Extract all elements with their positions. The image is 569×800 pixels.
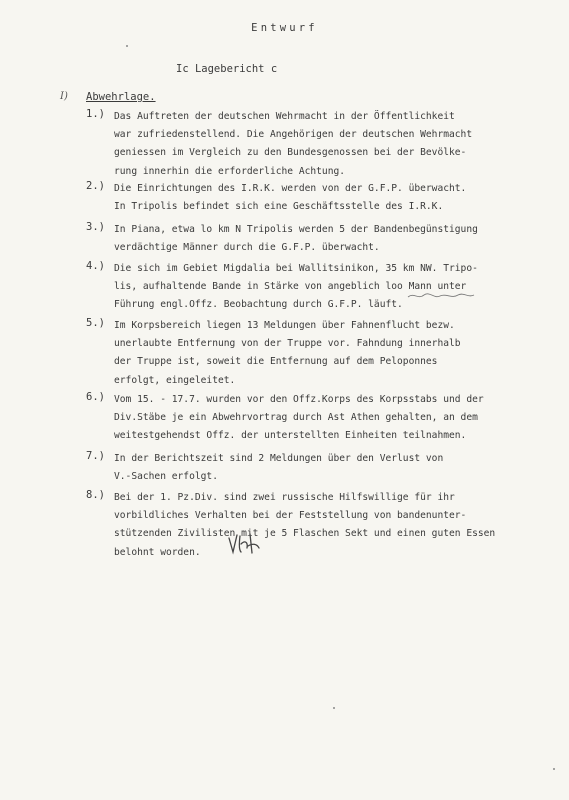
paper-speck [126,45,128,47]
item-line: geniessen im Vergleich zu den Bundesgenossen bei der Bevölke- [114,147,467,159]
item-line: Vom 15. - 17.7. wurden vor den Offz.Korps des Korpsstabs und der [114,394,484,405]
item-number: 3.) [86,221,105,233]
item-number: 1.) [86,108,105,120]
item-line: Div.Stäbe je ein Abwehrvortrag durch Ast Athen gehalten, an dem [114,412,478,424]
document-subtitle: Ic Lagebericht c [176,63,278,75]
handwritten-initials [226,530,262,558]
paper-speck [553,768,555,770]
paper-speck [333,707,335,709]
item-line: verdächtige Männer durch die G.F.P. überwacht. [114,242,380,254]
item-line: rung innerhin die erforderliche Achtung. [114,165,346,177]
item-line: war zufriedenstellend. Die Angehörigen der deutschen Wehrmacht [114,129,473,141]
section-heading: Abwehrlage. [86,91,156,103]
item-line: Im Korpsbereich liegen 13 Meldungen über Fahnenflucht bezw. [114,320,455,331]
item-line: In Piana, etwa lo km N Tripolis werden 5 der Bandenbegünstigung [114,224,478,235]
item-line: In Tripolis befindet sich eine Geschäftsstelle des I.R.K. [114,201,444,213]
item-line: vorbildliches Verhalten bei der Feststellung von bandenunter- [114,510,467,522]
item-line: Das Auftreten der deutschen Wehrmacht in der Öffentlichkeit [114,111,455,122]
item-line: unerlaubte Entfernung von der Truppe vor. Fahndung innerhalb [114,338,461,350]
item-line: stützenden Zivilisten mit je 5 Flaschen Sekt und einen guten Essen [114,528,496,540]
item-line: Die Einrichtungen des I.R.K. werden von der G.F.P. überwacht. [114,183,467,194]
item-number: 2.) [86,180,105,192]
item-line: der Truppe ist, soweit die Entfernung auf dem Peloponnes [114,356,438,368]
item-number: 5.) [86,317,105,329]
item-line: lis, aufhaltende Bande in Stärke von angeblich loo Mann unter [114,281,467,293]
item-line: Die sich im Gebiet Migdalia bei Wallitsinikon, 35 km NW. Tripo- [114,263,478,274]
margin-mark: I) [60,91,68,102]
item-number: 8.) [86,489,105,501]
item-line: weitestgehendst Offz. der unterstellten Einheiten teilnahmen. [114,430,467,442]
document-title: Entwurf [251,22,318,34]
handwritten-annotation [406,289,476,303]
item-line: Führung engl.Offz. Beobachtung durch G.F.P. läuft. [114,299,403,311]
item-line: In der Berichtszeit sind 2 Meldungen über den Verlust von [114,453,444,464]
item-line: Bei der 1. Pz.Div. sind zwei russische Hilfswillige für ihr [114,492,455,503]
item-line: erfolgt, eingeleitet. [114,374,236,386]
item-number: 6.) [86,391,105,403]
item-number: 4.) [86,260,105,272]
item-line: belohnt worden. [114,546,201,558]
item-number: 7.) [86,450,105,462]
item-line: V.-Sachen erfolgt. [114,471,218,483]
